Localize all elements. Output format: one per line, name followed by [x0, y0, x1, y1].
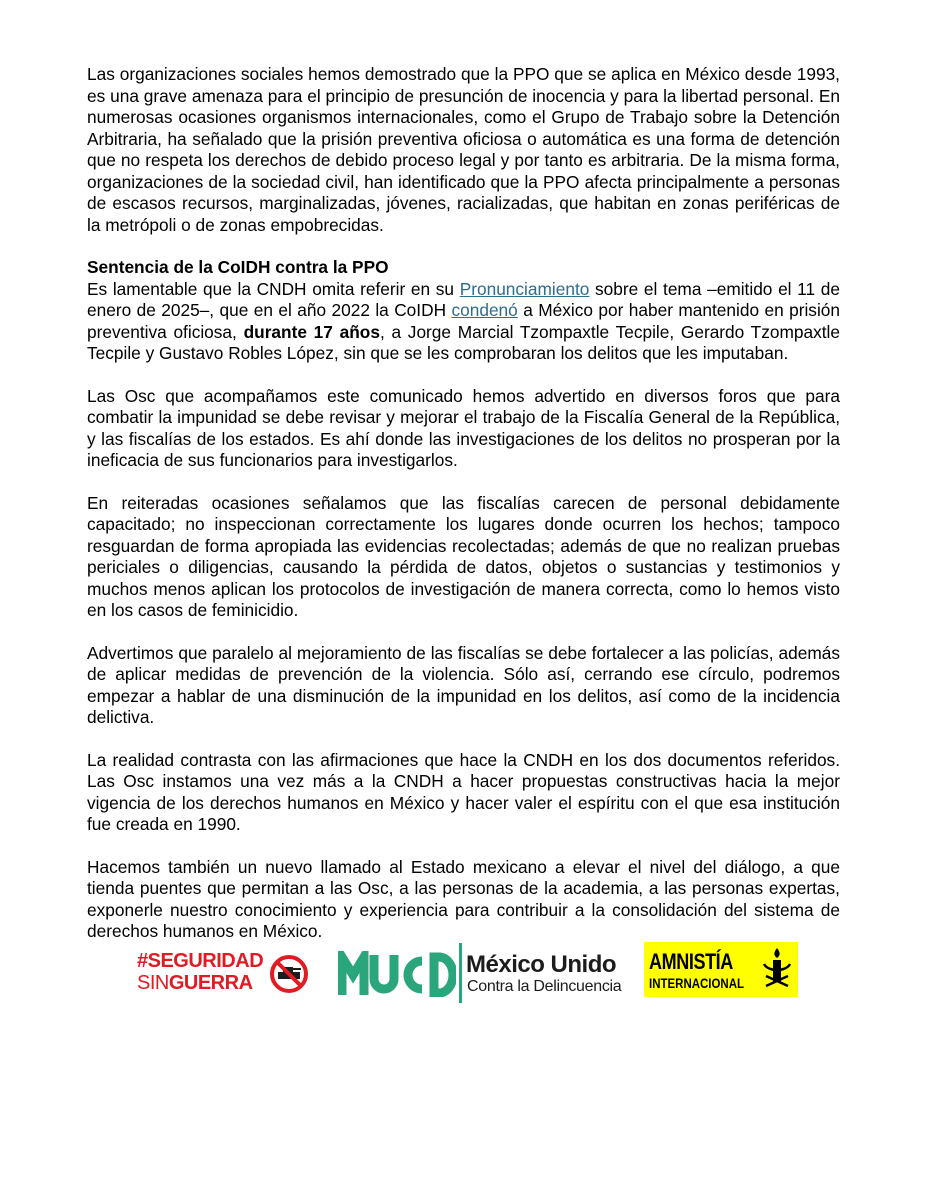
paragraph-policias: Advertimos que paralelo al mejoramiento de las fiscalías se debe fortalecer a las policías, además de aplicar medidas de prevención de la violencia. Sólo así, cerrando ese círculo, podremos empezar a hablar de una disminución de la impunidad en los delitos, así como de la incidencia delictiva.: [87, 642, 840, 727]
mucd-name: México Unido: [466, 951, 617, 978]
bold-text: durante 17 años: [243, 321, 380, 342]
text-run: sobre el tema –emitido el 11 de enero de 2025–, que en el año 2022 la CoIDH: [87, 278, 841, 320]
logo-text-guerra: GUERRA: [168, 972, 253, 994]
paragraph-personal: En reiteradas ocasiones señalamos que las fiscalías carecen de personal debidamente capacitado; no inspeccionan correctamente los lugares donde ocurren los hechos; tampoco resguardan de forma apropiada las evidencias recolectadas; además de que no realizan pruebas periciales o diligencias, causando la pérdida de datos, objetos o sustancias y testimonios y muchos menos aplican los protocolos de investigación de manera correcta, como lo hemos visto en los casos de feminicidio.: [87, 492, 840, 620]
logo-text: #SEGURIDAD: [137, 950, 264, 972]
amnistia-logo: [644, 942, 798, 997]
mucd-letters-icon: [338, 951, 456, 997]
mucd-subtitle: Contra la Delincuencia: [467, 978, 622, 995]
amnistia-subtitle: INTERNACIONAL: [649, 975, 745, 991]
paragraph-coidh-sentence: [87, 279, 840, 365]
condeno-link[interactable]: condenó: [451, 300, 518, 320]
candle-icon: [760, 946, 794, 994]
mucd-logo: [338, 943, 630, 1005]
seguridad-sin-guerra-logo: [137, 950, 309, 998]
section-heading: Sentencia de la CoIDH contra la PPO: [87, 257, 389, 277]
paragraph-realidad: La realidad contrasta con las afirmaciones que hace la CNDH en los dos documentos referidos. Las Osc instamos una vez más a la CNDH a hacer propuestas constructivas hacia la mejor vigencia de los derechos humanos en México y hacer valer el espíritu con el que esa institución fue creada en 1990.: [87, 749, 840, 834]
logo-divider: [459, 943, 462, 1003]
logos-row: [0, 940, 927, 1010]
no-tank-icon: [269, 954, 309, 994]
text-run: , a Jorge Marcial Tzompaxtle Tecpile, Gerardo Tzompaxtle Tecpile y Gustavo Robles López, sin que se les comprobaran los delitos que les imputaban.: [87, 321, 841, 363]
section-coidh: [87, 257, 840, 365]
pronunciamiento-link[interactable]: Pronunciamiento: [459, 278, 590, 299]
paragraph-ppo-threat: Las organizaciones sociales hemos demostrado que la PPO que se aplica en México desde 1993, es una grave amenaza para el principio de presunción de inocencia y para la libertad personal. En numerosas ocasiones organismos internacionales, como el Grupo de Trabajo sobre la Detención Arbitraria, ha señalado que la prisión preventiva oficiosa o automática es una forma de detención que no respeta los derechos de debido proceso legal y por tanto es arbitraria. De la misma forma, organizaciones de la sociedad civil, han identificado que la PPO afecta principalmente a personas de escasos recursos, marginalizadas, jóvenes, racializadas, que habitan en zonas periféricas de la metrópoli o de zonas empobrecidas.: [87, 64, 840, 235]
paragraph-fiscalias: Las Osc que acompañamos este comunicado hemos advertido en diversos foros que para combatir la impunidad se debe revisar y mejorar el trabajo de la Fiscalía General de la República, y las fiscalías de los estados. Es ahí donde las investigaciones de los delitos no prosperan por la ineficacia de sus funcionarios para investigarlos.: [87, 385, 840, 470]
amnistia-title: AMNISTÍA: [649, 949, 733, 974]
text-run: a México por haber mantenido en prisión preventiva oficiosa,: [87, 300, 841, 342]
text-run: Es lamentable que la CNDH omita referir en su: [87, 278, 460, 299]
paragraph-llamado: Hacemos también un nuevo llamado al Estado mexicano a elevar el nivel del diálogo, a que tienda puentes que permitan a las Osc, a las personas de la academia, a las personas expertas, exponerle nuestro conocimiento y experiencia para contribuir a la consolidación del sistema de derechos humanos en México.: [87, 856, 840, 941]
logo-text-sin: SIN: [137, 972, 169, 994]
